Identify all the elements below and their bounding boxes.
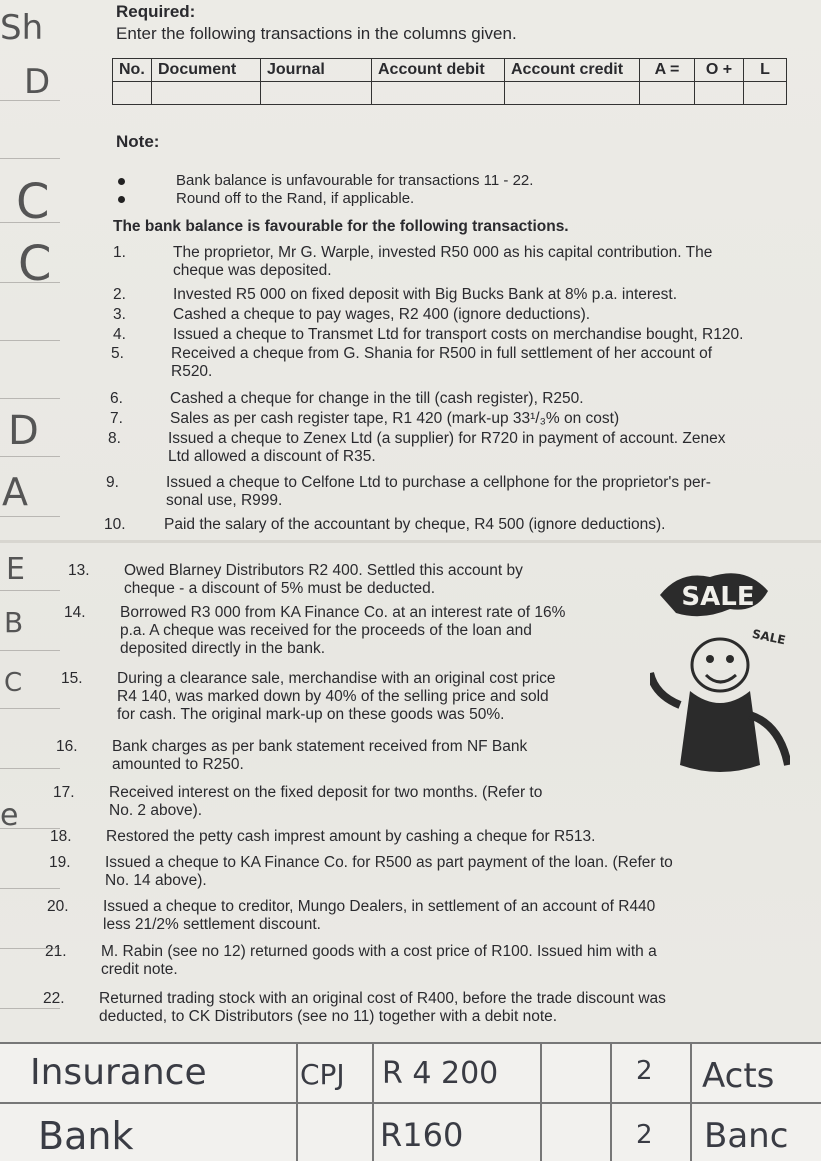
table-empty-row: [113, 82, 787, 105]
instruction-text: Enter the following transactions in the columns given.: [116, 24, 517, 43]
transaction-item: 3. Cashed a cheque to pay wages, R2 400 (ignore deductions).: [113, 306, 591, 323]
handwritten-entry: R 4 200: [382, 1056, 499, 1091]
handwritten-margin-mark: e: [0, 798, 19, 833]
table-header-row: [113, 59, 787, 82]
col-document: Document: [152, 59, 261, 82]
transaction-item: 20. Issued a cheque to creditor, Mungo Dealers, in settlement of an account of R440 less 21/2% settlement discount.: [47, 898, 656, 933]
note-item: Round off to the Rand, if applicable.: [176, 190, 414, 207]
transaction-item: 10. Paid the salary of the accountant by cheque, R4 500 (ignore deductions).: [104, 516, 666, 533]
transaction-item: 17. Received interest on the fixed deposit for two months. (Refer to No. 2 above).: [53, 784, 543, 819]
handwritten-margin-mark: C: [18, 236, 52, 292]
handwritten-margin-mark: Sh: [0, 8, 44, 48]
transaction-item: 18. Restored the petty cash imprest amount by cashing a cheque for R513.: [50, 828, 596, 845]
transaction-item: 16. Bank charges as per bank statement received from NF Bank amounted to R250.: [56, 738, 528, 773]
handwritten-margin-mark: C: [16, 174, 50, 230]
col-journal: Journal: [261, 59, 372, 82]
favourable-heading: The bank balance is favourable for the following transactions.: [113, 218, 569, 235]
handwritten-margin-mark: D: [24, 62, 51, 102]
svg-text:SALE: SALE: [681, 582, 755, 612]
bullet-icon: [118, 178, 125, 185]
transaction-item: 21. M. Rabin (see no 12) returned goods with a cost price of R100. Issued him with a credit note.: [45, 943, 657, 978]
note-heading: Note:: [116, 132, 160, 151]
col-owners-equity: O +: [695, 59, 744, 82]
transaction-item: 9. Issued a cheque to Celfone Ltd to purchase a cellphone for the proprietor's per- sonal use, R999.: [106, 474, 711, 509]
handwritten-margin-mark: E: [6, 552, 25, 587]
handwritten-entry: Acts: [702, 1056, 775, 1096]
transaction-item: 2. Invested R5 000 on fixed deposit with Big Bucks Bank at 8% p.a. interest.: [113, 286, 678, 303]
transaction-item: 15. During a clearance sale, merchandise with an original cost price R4 140, was marked down by 40% of the selling price and sold for cash. The original mark-up on these goods was 50%.: [61, 670, 556, 723]
col-account-credit: Account credit: [505, 59, 640, 82]
sale-cartoon-illustration: [650, 565, 790, 785]
handwritten-entry: Banc: [704, 1116, 789, 1156]
col-no: No.: [113, 59, 152, 82]
transaction-item: 22. Returned trading stock with an original cost of R400, before the trade discount was deducted, to CK Distributors (see no 11) together with a debit note.: [43, 990, 666, 1025]
transaction-item: 8. Issued a cheque to Zenex Ltd (a supplier) for R720 in payment of account. Zenex Ltd allowed a discount of R35.: [108, 430, 726, 465]
handwritten-entry: Bank: [38, 1114, 134, 1158]
handwritten-entry: Insurance: [30, 1052, 207, 1093]
handwritten-entry: 2: [636, 1120, 653, 1150]
transaction-columns-table: [112, 58, 787, 105]
col-assets: A =: [640, 59, 695, 82]
transaction-item: 6. Cashed a cheque for change in the till (cash register), R250.: [110, 390, 584, 407]
transaction-item: 4. Issued a cheque to Transmet Ltd for transport costs on merchandise bought, R120.: [113, 326, 744, 343]
handwritten-entry: 2: [636, 1056, 653, 1086]
transaction-item: 14. Borrowed R3 000 from KA Finance Co. at an interest rate of 16% p.a. A cheque was received for the proceeds of the loan and deposited directly in the bank.: [64, 604, 566, 657]
handwritten-margin-mark: C: [4, 668, 23, 698]
handwritten-margin-mark: A: [2, 470, 28, 514]
transaction-item: 13. Owed Blarney Distributors R2 400. Settled this account by cheque - a discount of 5% must be deducted.: [68, 562, 523, 597]
page-separator: [0, 540, 821, 543]
transaction-item: 19. Issued a cheque to KA Finance Co. for R500 as part payment of the loan. (Refer to No. 14 above).: [49, 854, 673, 889]
handwritten-entry: R160: [380, 1116, 464, 1154]
svg-text:SALE: SALE: [750, 626, 787, 648]
transaction-item: 5. Received a cheque from G. Shania for R500 in full settlement of her account of R520.: [111, 345, 713, 380]
col-account-debit: Account debit: [372, 59, 505, 82]
handwritten-answer-table: [0, 1042, 821, 1161]
transaction-item: 7. Sales as per cash register tape, R1 420 (mark-up 33¹/₃% on cost): [110, 410, 620, 427]
col-liabilities: L: [744, 59, 787, 82]
transaction-item: 1. The proprietor, Mr G. Warple, invested R50 000 as his capital contribution. The cheque was deposited.: [113, 244, 713, 279]
handwritten-entry: CPJ: [300, 1058, 345, 1091]
note-item: Bank balance is unfavourable for transactions 11 - 22.: [176, 172, 533, 189]
handwritten-margin-mark: D: [8, 408, 39, 454]
handwritten-margin-mark: B: [4, 606, 24, 639]
bullet-icon: [118, 196, 125, 203]
required-heading: Required:: [116, 2, 196, 21]
